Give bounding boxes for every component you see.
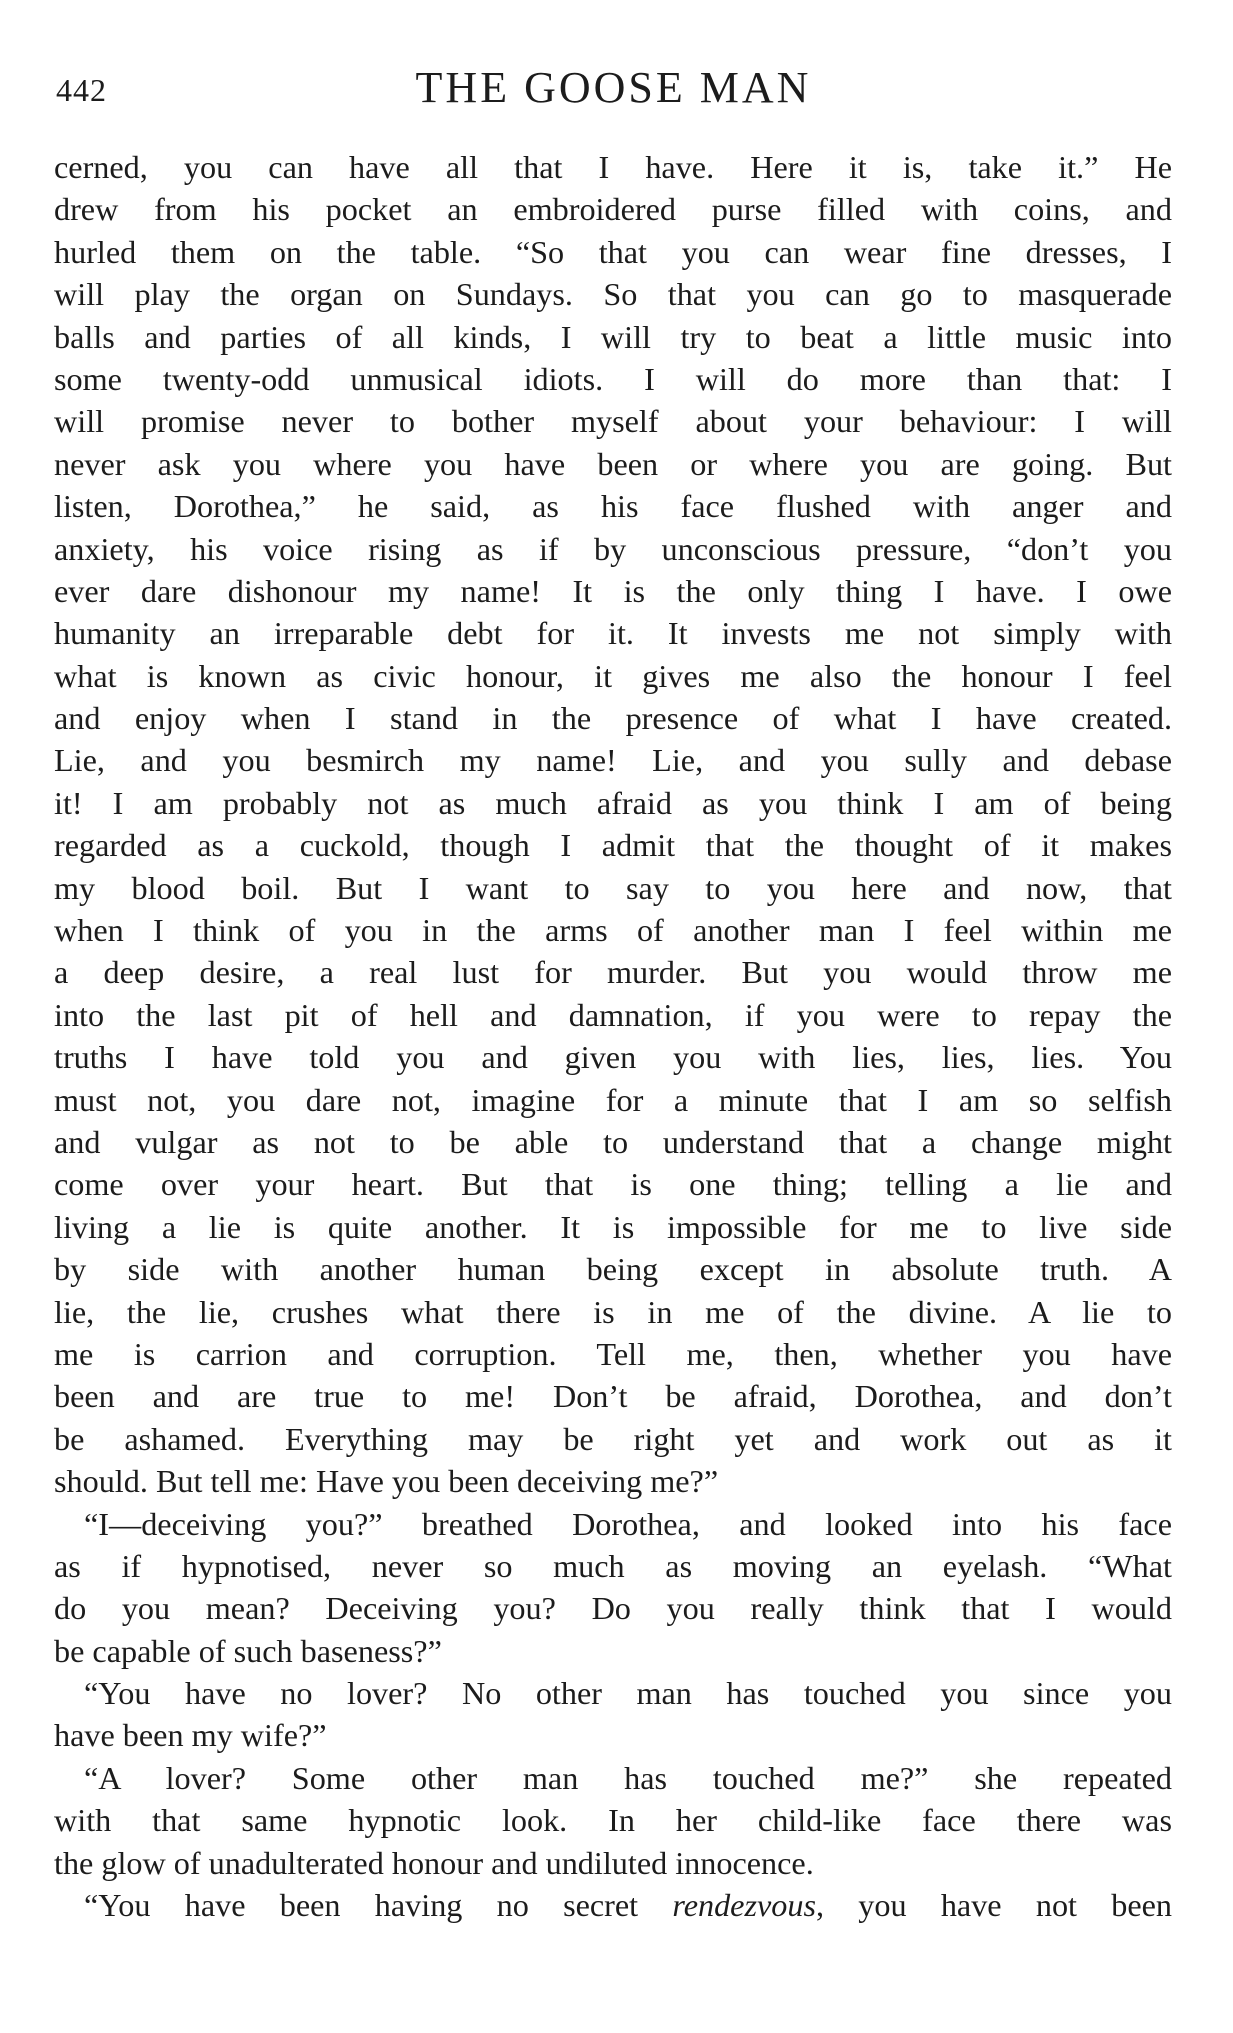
text-line: and vulgar as not to be able to understand that a change might	[54, 1123, 1172, 1160]
text-line: “You have no lover? No other man has touched you since you	[84, 1675, 1172, 1712]
text-line: “A lover? Some other man has touched me?” she repeated	[84, 1759, 1172, 1796]
text-line: Lie, and you besmirch my name! Lie, and you sully and debase	[54, 742, 1172, 779]
text-line: with that same hypnotic look. In her child-like face there was	[54, 1802, 1172, 1839]
text-line: lie, the lie, crushes what there is in me of the divine. A lie to	[54, 1293, 1172, 1330]
italic-word: rendezvous	[672, 1887, 816, 1924]
page-header	[56, 62, 1171, 122]
text-line: ever dare dishonour my name! It is the only thing I have. I owe	[54, 572, 1172, 609]
text-line: me is carrion and corruption. Tell me, then, whether you have	[54, 1335, 1172, 1372]
text-line: hurled them on the table. “So that you can wear fine dresses, I	[54, 233, 1172, 270]
text-line: be ashamed. Everything may be right yet and work out as it	[54, 1420, 1172, 1457]
text-line: as if hypnotised, never so much as moving an eyelash. “What	[54, 1547, 1172, 1584]
text-line: never ask you where you have been or where you are going. But	[54, 445, 1172, 482]
text-line: and enjoy when I stand in the presence of what I have created.	[54, 700, 1172, 737]
text-line: must not, you dare not, imagine for a minute that I am so selfish	[54, 1081, 1172, 1118]
text-line: been and are true to me! Don’t be afraid, Dorothea, and don’t	[54, 1378, 1172, 1415]
text-line: drew from his pocket an embroidered purse filled with coins, and	[54, 191, 1172, 228]
text-line: a deep desire, a real lust for murder. But you would throw me	[54, 954, 1172, 991]
text-segment: “You have been having no secret	[84, 1887, 673, 1924]
text-line: truths I have told you and given you with lies, lies, lies. You	[54, 1039, 1172, 1076]
text-line: living a lie is quite another. It is impossible for me to live side	[54, 1208, 1172, 1245]
text-line: by side with another human being except in absolute truth. A	[54, 1251, 1172, 1288]
text-line: into the last pit of hell and damnation, if you were to repay the	[54, 996, 1172, 1033]
text-line-final	[54, 1884, 1172, 1926]
body-text	[54, 146, 1172, 1926]
text-line: come over your heart. But that is one thing; telling a lie and	[54, 1166, 1172, 1203]
text-line: should. But tell me: Have you been deceiving me?”	[54, 1463, 719, 1500]
text-line: balls and parties of all kinds, I will try to beat a little music into	[54, 318, 1172, 355]
text-line: listen, Dorothea,” he said, as his face flushed with anger and	[54, 488, 1172, 525]
text-line: do you mean? Deceiving you? Do you really think that I would	[54, 1590, 1172, 1627]
text-line: some twenty-odd unmusical idiots. I will do more than that: I	[54, 360, 1172, 397]
text-line: my blood boil. But I want to say to you here and now, that	[54, 869, 1172, 906]
text-line: when I think of you in the arms of another man I feel within me	[54, 912, 1172, 949]
running-head-title: THE GOOSE MAN	[415, 63, 812, 112]
text-line: the glow of unadulterated honour and undiluted innocence.	[54, 1844, 814, 1881]
text-line: anxiety, his voice rising as if by unconscious pressure, “don’t you	[54, 530, 1172, 567]
text-line: have been my wife?”	[54, 1717, 327, 1754]
text-segment: , you have not been	[816, 1887, 1172, 1924]
text-line: humanity an irreparable debt for it. It invests me not simply with	[54, 615, 1172, 652]
text-line: regarded as a cuckold, though I admit that the thought of it makes	[54, 827, 1172, 864]
text-line: will play the organ on Sundays. So that you can go to masquerade	[54, 276, 1172, 313]
text-line: “I—deceiving you?” breathed Dorothea, and looked into his face	[84, 1505, 1172, 1542]
text-line: cerned, you can have all that I have. Here it is, take it.” He	[54, 149, 1172, 185]
text-line: be capable of such baseness?”	[54, 1632, 442, 1669]
page-number: 442	[56, 72, 107, 108]
text-line: will promise never to bother myself about your behaviour: I will	[54, 403, 1172, 440]
text-line: it! I am probably not as much afraid as you think I am of being	[54, 784, 1172, 821]
text-line: what is known as civic honour, it gives me also the honour I feel	[54, 657, 1172, 694]
